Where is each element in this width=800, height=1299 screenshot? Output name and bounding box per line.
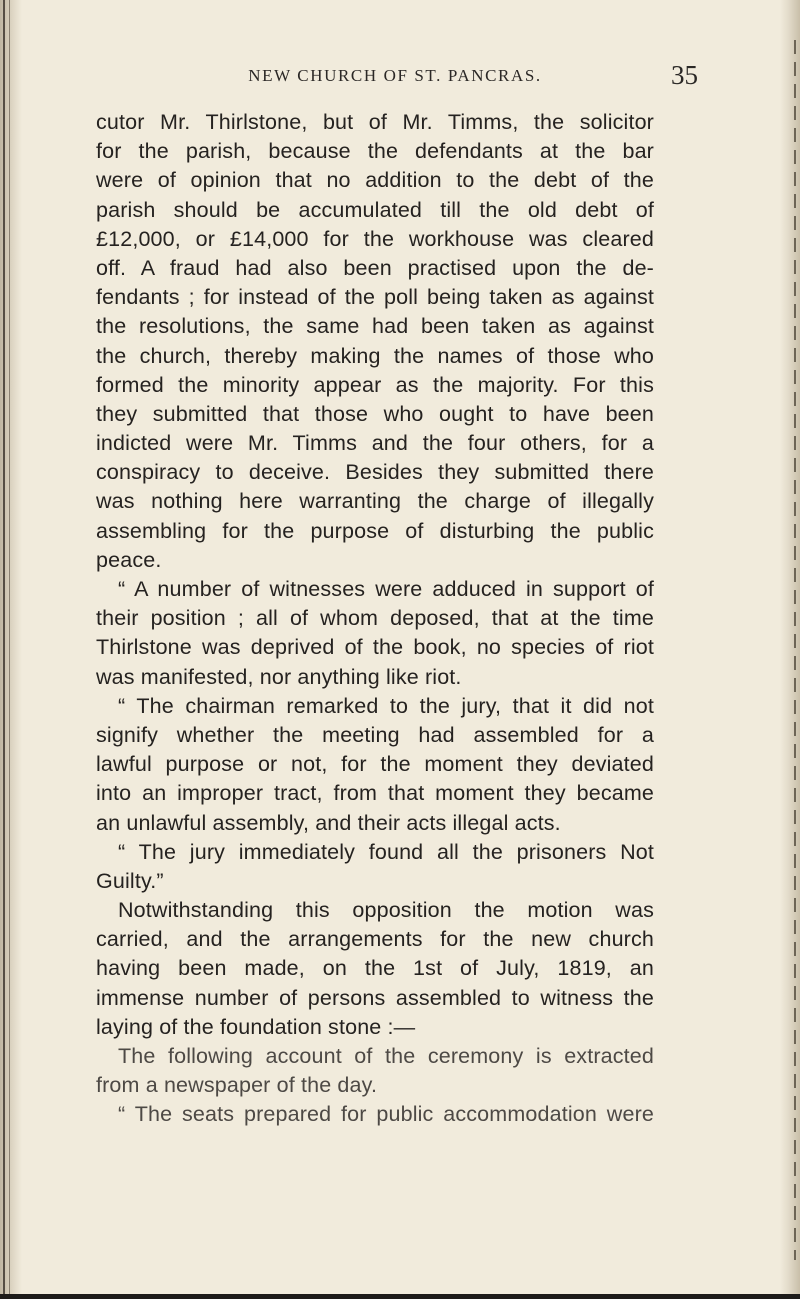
running-head: NEW CHURCH OF ST. PANCRAS. bbox=[248, 66, 542, 85]
text-line: the resolutions, the same had been taken as against bbox=[96, 314, 654, 339]
text-line: Notwithstanding this opposition the motion was bbox=[118, 898, 654, 923]
text-line: “ The chairman remarked to the jury, that it did not bbox=[118, 693, 654, 718]
text-line: carried, and the arrangements for the new church bbox=[96, 927, 654, 952]
text-line: their position ; all of whom deposed, that at the time bbox=[96, 606, 654, 631]
text-line: conspiracy to deceive. Besides they submitted there bbox=[96, 460, 654, 485]
text-line: The following account of the ceremony is extracted bbox=[118, 1044, 654, 1068]
text-line: fendants ; for instead of the poll being taken as against bbox=[96, 285, 654, 310]
text-line: “ A number of witnesses were adduced in support of bbox=[118, 577, 654, 601]
text-line: parish should be accumulated till the old debt of bbox=[96, 197, 654, 222]
page-fore-edge bbox=[780, 0, 800, 1299]
text-line: were of opinion that no addition to the debt of the bbox=[96, 168, 654, 193]
text-line: peace. bbox=[96, 547, 162, 572]
text-line: for the parish, because the defendants at the bar bbox=[96, 139, 654, 164]
text-line: “ The jury immediately found all the prisoners Not bbox=[118, 839, 654, 864]
text-line: from a newspaper of the day. bbox=[96, 1073, 378, 1098]
page-number: 35 bbox=[671, 60, 698, 90]
text-line: Thirlstone was deprived of the book, no species of riot bbox=[96, 635, 654, 660]
text-line: assembling for the purpose of disturbing the public bbox=[96, 518, 654, 543]
text-line: an unlawful assembly, and their acts illegal acts. bbox=[96, 810, 561, 835]
body-text bbox=[96, 108, 654, 1130]
text-line: off. A fraud had also been practised upon the de- bbox=[96, 255, 654, 280]
text-line: cutor Mr. Thirlstone, but of Mr. Timms, the solicitor bbox=[96, 110, 654, 134]
text-line: was manifested, nor anything like riot. bbox=[96, 664, 462, 689]
text-line: laying of the foundation stone :— bbox=[96, 1014, 416, 1039]
bottom-edge-rule bbox=[0, 1294, 800, 1299]
text-line: was nothing here warranting the charge of illegally bbox=[96, 489, 654, 514]
text-line: Guilty.” bbox=[96, 868, 164, 893]
text-line: “ The seats prepared for public accommodation were bbox=[118, 1102, 654, 1127]
text-line: £12,000, or £14,000 for the workhouse was cleared bbox=[96, 226, 654, 251]
text-line: immense number of persons assembled to witness the bbox=[96, 985, 654, 1010]
text-line: lawful purpose or not, for the moment they deviated bbox=[96, 752, 654, 777]
text-line: indicted were Mr. Timms and the four others, for a bbox=[96, 431, 654, 456]
text-line: into an improper tract, from that moment they became bbox=[96, 781, 654, 806]
text-line: they submitted that those who ought to have been bbox=[96, 401, 654, 426]
book-gutter bbox=[0, 0, 22, 1299]
page-header bbox=[92, 60, 698, 96]
text-line: the church, thereby making the names of those who bbox=[96, 343, 654, 368]
text-line: formed the minority appear as the majority. For this bbox=[96, 372, 654, 397]
text-line: having been made, on the 1st of July, 1819, an bbox=[96, 956, 654, 981]
text-line: signify whether the meeting had assembled for a bbox=[96, 722, 654, 747]
